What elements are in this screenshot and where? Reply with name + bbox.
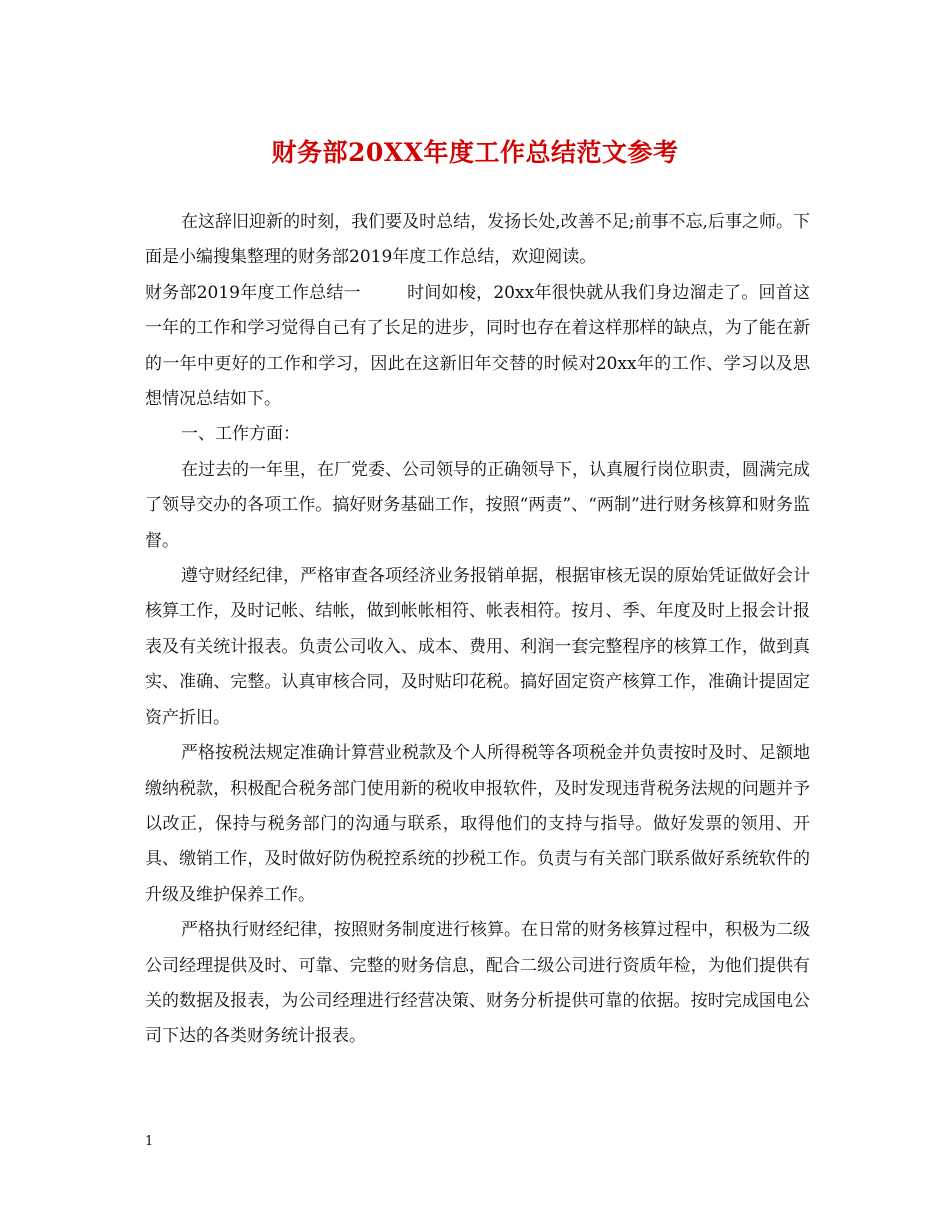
intro-paragraph: 在这辞旧迎新的时刻，我们要及时总结，发扬长处,改善不足;前事不忘,后事之师。下面是小编搜集整理的财务部2019年度工作总结，欢迎阅读。 [145,212,810,268]
body-paragraph-3: 严格按税法规定准确计算营业税款及个人所得税等各项税金并负责按时及时、足额地缴纳税款，积极配合税务部门使用新的税收申报软件，及时发现违背税务法规的问题并予以改正，保持与税务部门的沟通与联系，取得他们的支持与指导。做好发票的领用、开具、缴销工作，及时做好防伪税控系统的抄税工作。负责与有关部门联系做好系统软件的升级及维护保养工作。 [145,743,810,905]
document-body [145,205,810,1055]
body-paragraph-2: 遵守财经纪律，严格审查各项经济业务报销单据，根据审核无误的原始凭证做好会计核算工作，及时记帐、结帐，做到帐帐相符、帐表相符。按月、季、年度及时上报会计报表及有关统计报表。负责公司收入、成本、费用、利润一套完整程序的核算工作，做到真实、准确、完整。认真审核合同，及时贴印花税。搞好固定资产核算工作，准确计提固定资产折旧。 [145,566,810,728]
summary-subheading: 财务部2019年度工作总结一 [145,282,361,303]
opening-text: 时间如梭，20xx年很快就从我们身边溜走了。回首这一年的工作和学习觉得自己有了长足的进步，同时也存在着这样那样的缺点，为了能在新的一年中更好的工作和学习，因此在这新旧年交替的时候对20xx年的工作、学习以及思想情况总结如下。 [145,282,810,410]
body-paragraph-4: 严格执行财经纪律，按照财务制度进行核算。在日常的财务核算过程中，积极为二级公司经理提供及时、可靠、完整的财务信息，配合二级公司进行资质年检，为他们提供有关的数据及报表，为公司经理进行经营决策、财务分析提供可靠的依据。按时完成国电公司下达的各类财务统计报表。 [145,920,810,1047]
summary-opening-paragraph [145,276,810,418]
body-paragraph-1: 在过去的一年里，在厂党委、公司领导的正确领导下，认真履行岗位职责，圆满完成了领导交办的各项工作。搞好财务基础工作，按照“两责”、“两制”进行财务核算和财务监督。 [145,459,810,551]
page-number: 1 [145,1134,154,1149]
document-title: 财务部20XX年度工作总结范文参考 [271,138,679,167]
section-heading: 一、工作方面： [181,424,300,445]
